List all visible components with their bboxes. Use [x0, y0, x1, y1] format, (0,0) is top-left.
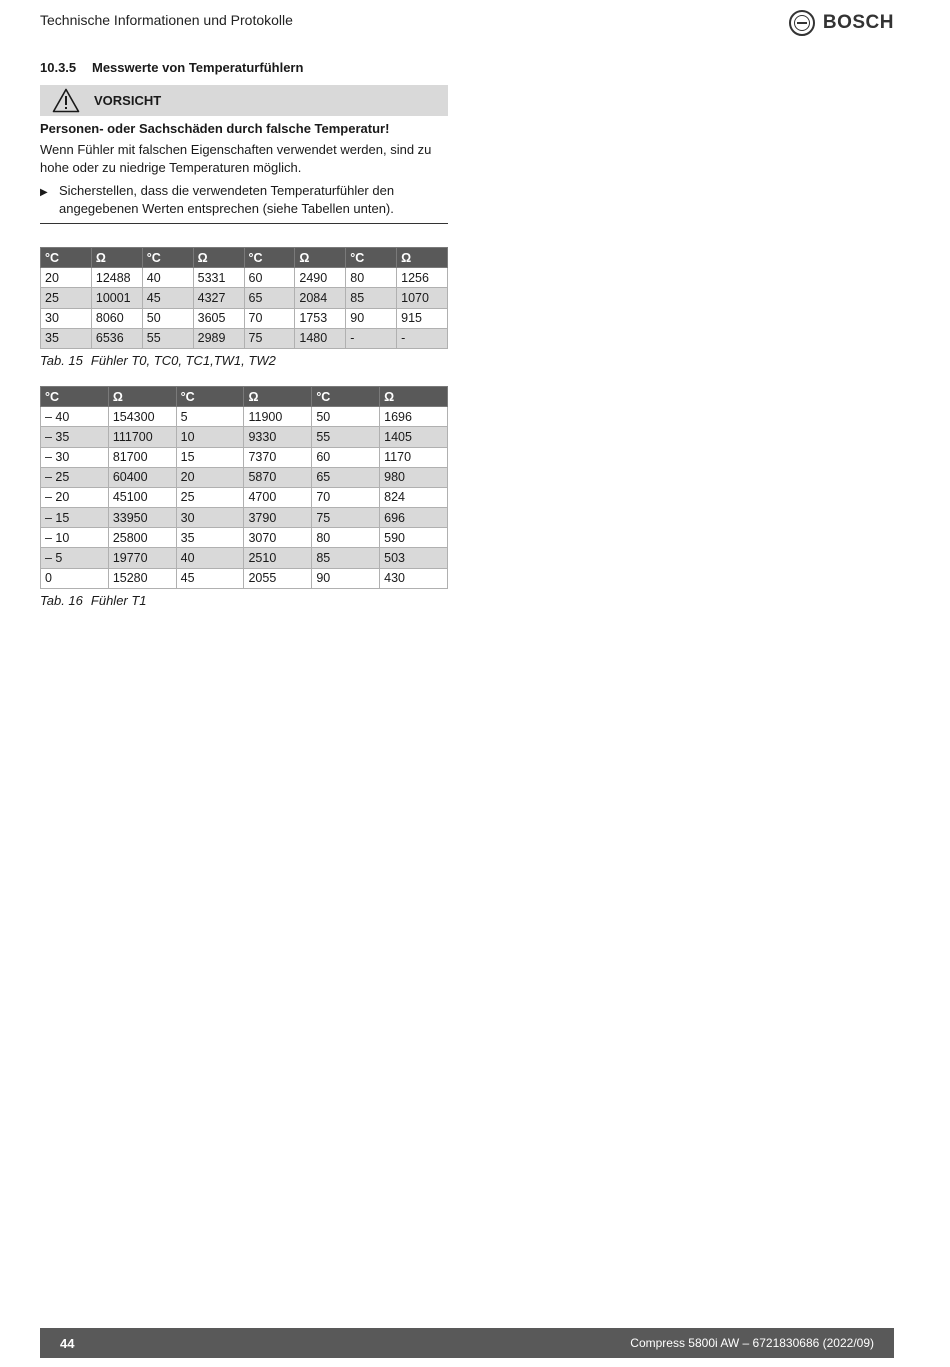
table-cell: 35 — [41, 328, 92, 348]
bosch-armature-icon — [789, 10, 815, 36]
table-cell: 5 — [176, 407, 244, 427]
table-row — [41, 308, 448, 328]
table-cell: 20 — [41, 268, 92, 288]
column-header: °C — [346, 248, 397, 268]
caption-text: Fühler T0, TC0, TC1,TW1, TW2 — [90, 352, 276, 368]
table-cell: - — [346, 328, 397, 348]
table-cell: 915 — [397, 308, 448, 328]
table-cell: – 10 — [41, 528, 109, 548]
table-row — [41, 427, 448, 447]
column-header: Ω — [244, 386, 312, 406]
table-cell: 30 — [41, 308, 92, 328]
column-header: Ω — [397, 248, 448, 268]
table-row — [41, 328, 448, 348]
table-cell: 111700 — [108, 427, 176, 447]
table-cell: – 5 — [41, 548, 109, 568]
section-title: Messwerte von Temperaturfühlern — [92, 60, 304, 75]
table-cell: 430 — [380, 568, 448, 588]
table-header-row — [41, 248, 448, 268]
column-header: Ω — [380, 386, 448, 406]
table-cell: 2989 — [193, 328, 244, 348]
table-row — [41, 288, 448, 308]
table-cell: 25800 — [108, 528, 176, 548]
main-content — [40, 60, 448, 608]
sensor-table-t0 — [40, 247, 448, 349]
table-cell: 5870 — [244, 467, 312, 487]
table-cell: 4327 — [193, 288, 244, 308]
table-cell: 2055 — [244, 568, 312, 588]
brand-logo — [789, 10, 894, 36]
table-cell: 19770 — [108, 548, 176, 568]
table-row — [41, 508, 448, 528]
table-cell: 1405 — [380, 427, 448, 447]
table-cell: 70 — [312, 487, 380, 507]
table-cell: 2510 — [244, 548, 312, 568]
table-cell: 1480 — [295, 328, 346, 348]
table-cell: 824 — [380, 487, 448, 507]
table-row — [41, 268, 448, 288]
column-header: Ω — [295, 248, 346, 268]
table-cell: 11900 — [244, 407, 312, 427]
table-cell: 7370 — [244, 447, 312, 467]
table-cell: 696 — [380, 508, 448, 528]
table-cell: 20 — [176, 467, 244, 487]
table-cell: 154300 — [108, 407, 176, 427]
table-cell: 81700 — [108, 447, 176, 467]
table-row — [41, 487, 448, 507]
instruction-text: Sicherstellen, dass die verwendeten Temperaturfühler den angegebenen Werten entsprechen (siehe Tabellen unten). — [59, 183, 395, 216]
table-cell: 90 — [312, 568, 380, 588]
column-header: °C — [244, 248, 295, 268]
table-cell: 85 — [346, 288, 397, 308]
table-cell: 12488 — [91, 268, 142, 288]
page-header-title: Technische Informationen und Protokolle — [40, 12, 293, 28]
table-caption — [40, 353, 448, 368]
table-cell: – 20 — [41, 487, 109, 507]
table-cell: 45100 — [108, 487, 176, 507]
table-cell: 55 — [312, 427, 380, 447]
column-header: °C — [41, 386, 109, 406]
table-cell: 80 — [312, 528, 380, 548]
table-cell: – 40 — [41, 407, 109, 427]
brand-name: BOSCH — [822, 12, 894, 33]
table-cell: 1753 — [295, 308, 346, 328]
section-number: 10.3.5 — [40, 60, 77, 75]
bullet-arrow-icon: ▶ — [40, 187, 48, 198]
table-cell: 75 — [312, 508, 380, 528]
table-cell: 60 — [244, 268, 295, 288]
table-cell: 25 — [41, 288, 92, 308]
table-cell: – 25 — [41, 467, 109, 487]
table-cell: 70 — [244, 308, 295, 328]
table-cell: 5331 — [193, 268, 244, 288]
sensor-table-t1 — [40, 386, 448, 589]
table-cell: 8060 — [91, 308, 142, 328]
page-footer — [40, 1328, 894, 1358]
section-heading — [40, 60, 448, 75]
table-cell: 10001 — [91, 288, 142, 308]
table-header-row — [41, 386, 448, 406]
table-cell: 55 — [142, 328, 193, 348]
table-cell: 80 — [346, 268, 397, 288]
table-cell: 10 — [176, 427, 244, 447]
warning-label: VORSICHT — [94, 93, 162, 108]
table-caption — [40, 593, 448, 608]
caption-text: Fühler T1 — [90, 592, 147, 608]
warning-subtitle: Personen- oder Sachschäden durch falsche Temperatur! — [40, 121, 390, 136]
table-cell: 15 — [176, 447, 244, 467]
table-row — [41, 548, 448, 568]
warning-instruction — [40, 182, 448, 224]
table-cell: 1070 — [397, 288, 448, 308]
table-cell: 15280 — [108, 568, 176, 588]
table-cell: – 15 — [41, 508, 109, 528]
column-header: °C — [41, 248, 92, 268]
table-cell: – 35 — [41, 427, 109, 447]
table-cell: 4700 — [244, 487, 312, 507]
table-row — [41, 528, 448, 548]
table-cell: 3790 — [244, 508, 312, 528]
table-cell: 503 — [380, 548, 448, 568]
table-cell: 50 — [312, 407, 380, 427]
table-cell: 40 — [176, 548, 244, 568]
table-cell: 1696 — [380, 407, 448, 427]
document-id: Compress 5800i AW – 6721830686 (2022/09) — [630, 1336, 874, 1350]
caption-number: Tab. 15 — [40, 352, 83, 368]
table-cell: 30 — [176, 508, 244, 528]
table-cell: 590 — [380, 528, 448, 548]
warning-triangle-icon — [52, 88, 80, 113]
warning-text: Wenn Fühler mit falschen Eigenschaften verwendet werden, sind zu hohe oder zu niedrige Temperaturen möglich. — [40, 142, 432, 175]
table-cell: 1170 — [380, 447, 448, 467]
table-cell: 65 — [244, 288, 295, 308]
column-header: Ω — [91, 248, 142, 268]
page-number: 44 — [60, 1335, 75, 1351]
table-cell: - — [397, 328, 448, 348]
table-cell: 85 — [312, 548, 380, 568]
table-cell: – 30 — [41, 447, 109, 467]
column-header: °C — [176, 386, 244, 406]
table-cell: 2084 — [295, 288, 346, 308]
table-cell: 75 — [244, 328, 295, 348]
column-header: °C — [312, 386, 380, 406]
table-cell: 980 — [380, 467, 448, 487]
table-cell: 90 — [346, 308, 397, 328]
table-cell: 50 — [142, 308, 193, 328]
table-cell: 3070 — [244, 528, 312, 548]
table-cell: 45 — [142, 288, 193, 308]
table-cell: 1256 — [397, 268, 448, 288]
table-row — [41, 568, 448, 588]
table-cell: 35 — [176, 528, 244, 548]
column-header: Ω — [193, 248, 244, 268]
table-cell: 6536 — [91, 328, 142, 348]
table-row — [41, 407, 448, 427]
warning-bar — [40, 85, 448, 116]
table-cell: 60 — [312, 447, 380, 467]
table-cell: 45 — [176, 568, 244, 588]
table-cell: 60400 — [108, 467, 176, 487]
table-cell: 65 — [312, 467, 380, 487]
table-row — [41, 447, 448, 467]
table-cell: 2490 — [295, 268, 346, 288]
column-header: Ω — [108, 386, 176, 406]
table-cell: 3605 — [193, 308, 244, 328]
column-header: °C — [142, 248, 193, 268]
caption-number: Tab. 16 — [40, 592, 83, 608]
table-cell: 33950 — [108, 508, 176, 528]
table-cell: 0 — [41, 568, 109, 588]
table-cell: 40 — [142, 268, 193, 288]
table-cell: 9330 — [244, 427, 312, 447]
table-cell: 25 — [176, 487, 244, 507]
table-row — [41, 467, 448, 487]
